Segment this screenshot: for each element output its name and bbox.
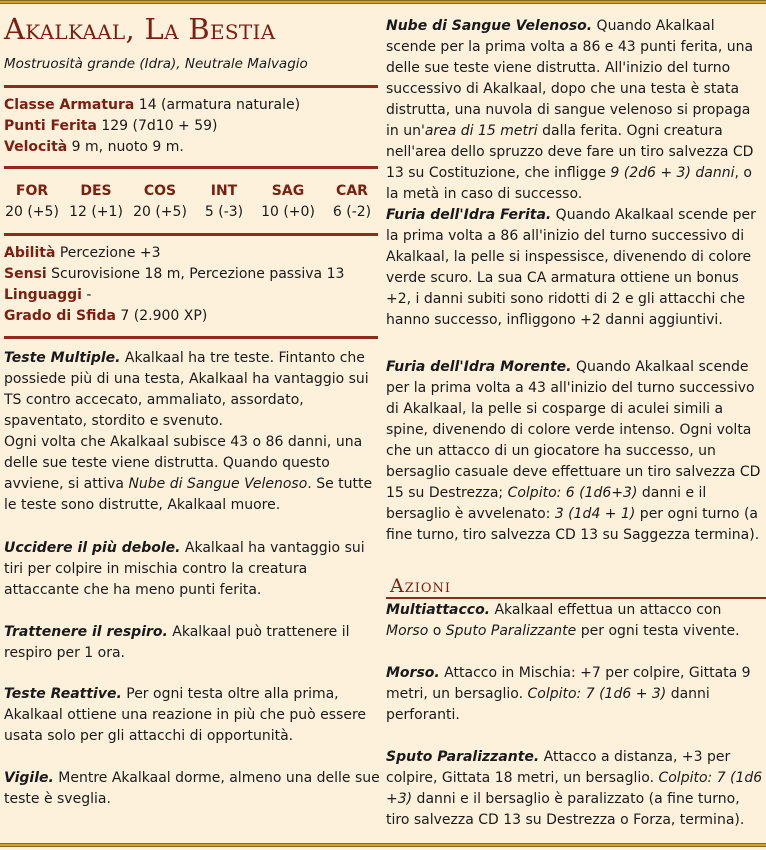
creature-name: Akalkaal, La Bestia [4, 12, 276, 46]
top-border [0, 0, 766, 4]
skills: Abilità Percezione +3 [4, 245, 161, 261]
challenge: Grado di Sfida 7 (2.900 XP) [4, 308, 208, 324]
trait-multiple-heads: Teste Multiple. Akalkaal ha tre teste. Fintanto che possiede più di una testa, Akalkaal ha vantaggio sui TS contro accecato, ammaliato, assordato, spaventato, stordito e svenuto. Ogni volta che Akalkaal subisce 43 o 86 danni, una delle sue teste viene distrutta. Quando questo avviene, si attiva Nube di Sangue Velenoso. Se tutte le teste sono distrutte, Akalkaal muore. [4, 350, 373, 513]
ability-dex: DES 12 (+1) [69, 183, 123, 220]
action-bite: Morso. Attacco in Mischia: +7 per colpire, Gittata 9 metri, un bersaglio. Colpito: 7 (1d6 + 3) danni perforanti. [386, 665, 751, 723]
trait-dying-fury: Furia dell'Idra Morente. Quando Akalkaal scende per la prima volta a 43 all'inizio del turno successivo di Akalkaal, la pelle si cosparge di aculei simili a spine, divenendo di colore verde intenso. Ogni volta che un attacco di un giocatore ha successo, un bersaglio casuale deve effettuare un tiro salvezza CD 15 su Destrezza; Colpito: 6 (1d6+3) danni e il bersaglio è avvelenato: 3 (1d4 + 1) per ogni turno (a fine turno, tiro salvezza CD 13 su Saggezza termina). [386, 359, 761, 543]
hit-points: Punti Ferita 129 (7d10 + 59) [4, 118, 218, 134]
languages: Linguaggi - [4, 287, 92, 303]
creature-type: Mostruosità grande (Idra), Neutrale Malvagio [4, 56, 308, 72]
ability-cha: CAR 6 (-2) [332, 183, 372, 220]
trait-wounded-fury: Furia dell'Idra Ferita. Quando Akalkaal scende per la prima volta a 86 all'inizio del turno successivo di Akalkaal, la pelle si inspessisce, divenendo di colore verde scuro. La sua CA armatura ottiene un bonus +2, i danni subiti sono ridotti di 2 e gli attacchi che hanno successo, infliggono +2 danni aggiuntivi. [386, 207, 756, 328]
divider [4, 336, 378, 339]
actions-divider [386, 597, 766, 599]
actions-heading: Azioni [390, 575, 452, 597]
ability-str: FOR 20 (+5) [5, 183, 59, 220]
ability-int: INT 5 (-3) [204, 183, 244, 220]
trait-kill-weakest: Uccidere il più debole. Akalkaal ha vantaggio sui tiri per colpire in mischia contro la creatura attaccante che ha meno punti ferita. [4, 540, 365, 598]
trait-hold-breath: Trattenere il respiro. Akalkaal può trattenere il respiro per 1 ora. [4, 624, 350, 661]
divider [4, 85, 378, 88]
bottom-border [0, 843, 766, 847]
action-multiattack: Multiattacco. Akalkaal effettua un attacco con Morso o Sputo Paralizzante per ogni testa vivente. [386, 602, 740, 639]
senses: Sensi Scurovisione 18 m, Percezione passiva 13 [4, 266, 345, 282]
trait-reactive-heads: Teste Reattive. Per ogni testa oltre alla prima, Akalkaal ottiene una reazione in più che può essere usata solo per gli attacchi di opportunità. [4, 686, 367, 744]
divider [4, 166, 378, 169]
speed: Velocità 9 m, nuoto 9 m. [4, 139, 184, 155]
ability-wis: SAG 10 (+0) [261, 183, 315, 220]
trait-poison-cloud: Nube di Sangue Velenoso. Quando Akalkaal scende per la prima volta a 86 e 43 punti ferita, una delle sue teste viene distrutta. All'inizio del turno successivo di Akalkaal, dopo che una testa è stata distrutta, una nuvola di sangue velenoso si propaga in un'area di 15 metri dalla ferita. Ogni creatura nell'area dello spruzzo deve fare un tiro salvezza CD 13 su Costituzione, che infligge 9 (2d6 + 3) danni, o la metà in caso di successo. [386, 18, 754, 202]
armor-class: Classe Armatura 14 (armatura naturale) [4, 97, 301, 113]
divider [4, 233, 378, 236]
action-paralyzing-spit: Sputo Paralizzante. Attacco a distanza, +3 per colpire, Gittata 18 metri, un bersaglio. Colpito: 7 (1d6 +3) danni e il bersaglio è paralizzato (a fine turno, tiro salvezza CD 13 su Destrezza o Forza, termina). [386, 749, 763, 828]
trait-vigilant: Vigile. Mentre Akalkaal dorme, almeno una delle sue teste è sveglia. [4, 770, 380, 807]
ability-con: COS 20 (+5) [133, 183, 187, 220]
